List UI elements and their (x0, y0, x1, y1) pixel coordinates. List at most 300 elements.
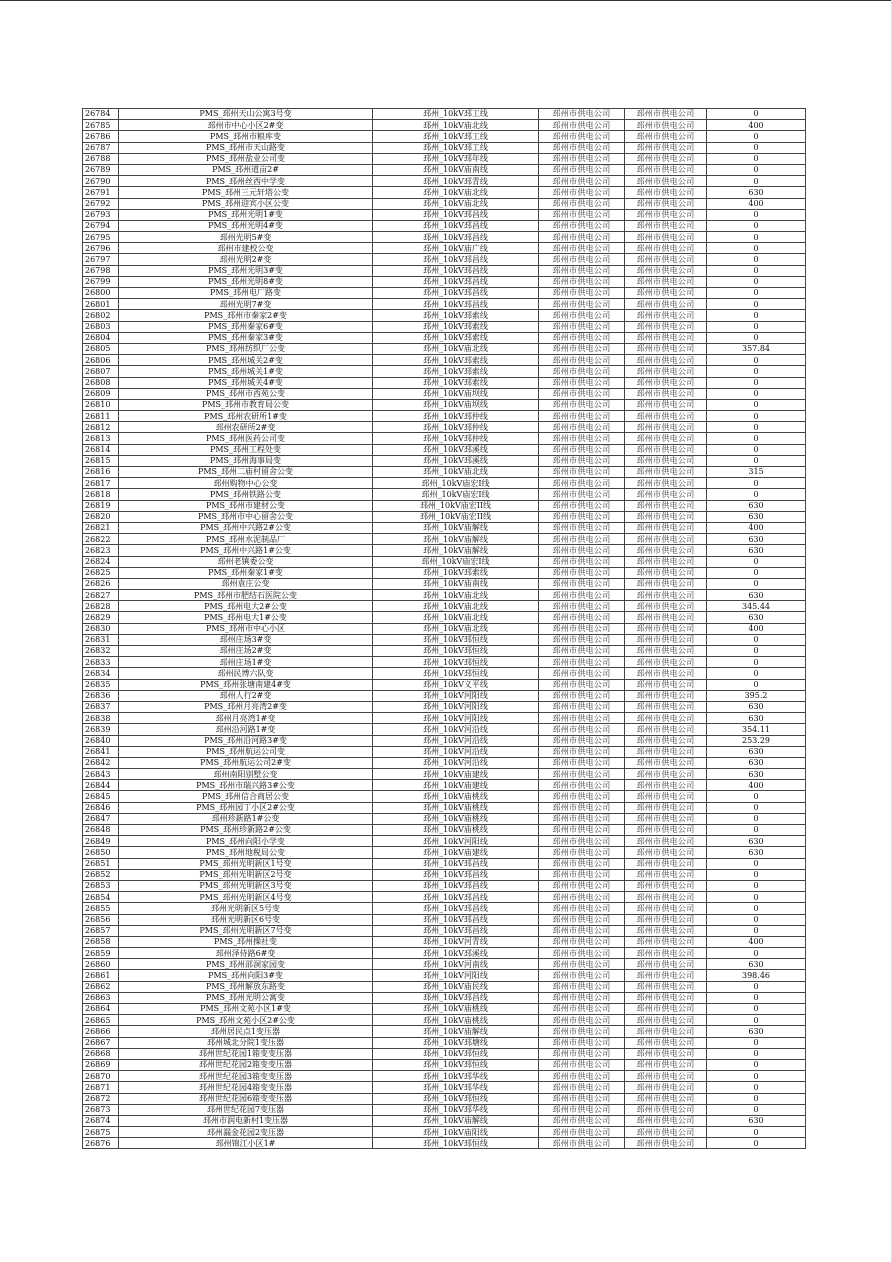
table-row (83, 545, 806, 556)
company-b: 邳州市供电公司 (625, 970, 707, 981)
substation-name: PMS_邳州市秦家2#变 (119, 310, 373, 321)
table-row (83, 164, 806, 175)
row-number: 26809 (83, 388, 119, 399)
company-b: 邳州市供电公司 (625, 869, 707, 880)
company-a: 邳州市供电公司 (539, 623, 625, 634)
row-number: 26813 (83, 433, 119, 444)
row-number: 26857 (83, 925, 119, 936)
table-row (83, 220, 806, 231)
capacity-value: 315 (707, 467, 806, 478)
row-number: 26816 (83, 467, 119, 478)
company-a: 邳州市供电公司 (539, 1115, 625, 1126)
company-b: 邳州市供电公司 (625, 1115, 707, 1126)
substation-name: 邳州光明新区5号变 (119, 903, 373, 914)
feeder-line: 邳州_10kV庙阳线 (373, 1127, 539, 1138)
row-number: 26834 (83, 668, 119, 679)
substation-name: 邳州庄场1#变 (119, 657, 373, 668)
company-a: 邳州市供电公司 (539, 892, 625, 903)
company-a: 邳州市供电公司 (539, 880, 625, 891)
company-a: 邳州市供电公司 (539, 131, 625, 142)
company-a: 邳州市供电公司 (539, 1127, 625, 1138)
table-row (83, 489, 806, 500)
company-b: 邳州市供电公司 (625, 388, 707, 399)
company-b: 邳州市供电公司 (625, 164, 707, 175)
row-number: 26840 (83, 735, 119, 746)
capacity-value: 0 (707, 131, 806, 142)
substation-name: PMS_邳州邵洞家园变 (119, 959, 373, 970)
company-b: 邳州市供电公司 (625, 265, 707, 276)
feeder-line: 邳州_10kV庙宏I线 (373, 478, 539, 489)
substation-name: 邳州光明2#变 (119, 254, 373, 265)
row-number: 26837 (83, 701, 119, 712)
company-a: 邳州市供电公司 (539, 858, 625, 869)
row-number: 26799 (83, 276, 119, 287)
row-number: 26794 (83, 220, 119, 231)
top-rule (0, 0, 892, 1)
substation-name: PMS_邳州三元轩塔公变 (119, 187, 373, 198)
row-number: 26839 (83, 724, 119, 735)
feeder-line: 邳州_10kV邳昌线 (373, 232, 539, 243)
capacity-value: 0 (707, 869, 806, 880)
feeder-line: 邳州_10kV邳索线 (373, 321, 539, 332)
capacity-value: 0 (707, 164, 806, 175)
substation-name: PMS_邳州解放东路变 (119, 981, 373, 992)
row-number: 26854 (83, 892, 119, 903)
company-b: 邳州市供电公司 (625, 366, 707, 377)
substation-name: PMS_邳州秦家3#变 (119, 332, 373, 343)
row-number: 26859 (83, 948, 119, 959)
company-b: 邳州市供电公司 (625, 791, 707, 802)
feeder-line: 邳州_10kV庙宏I线 (373, 556, 539, 567)
row-number: 26835 (83, 679, 119, 690)
company-a: 邳州市供电公司 (539, 388, 625, 399)
table-row (83, 970, 806, 981)
capacity-value: 0 (707, 556, 806, 567)
feeder-line: 邳州_10kV河阳线 (373, 836, 539, 847)
substation-name: PMS_邳州光明4#变 (119, 220, 373, 231)
company-a: 邳州市供电公司 (539, 936, 625, 947)
company-a: 邳州市供电公司 (539, 534, 625, 545)
row-number: 26797 (83, 254, 119, 265)
capacity-value: 0 (707, 209, 806, 220)
company-b: 邳州市供电公司 (625, 232, 707, 243)
feeder-line: 邳州_10kV河沿线 (373, 724, 539, 735)
feeder-line: 邳州_10kV庙坝线 (373, 399, 539, 410)
company-a: 邳州市供电公司 (539, 612, 625, 623)
row-number: 26860 (83, 959, 119, 970)
company-b: 邳州市供电公司 (625, 858, 707, 869)
capacity-value: 0 (707, 478, 806, 489)
feeder-line: 邳州_10kV邳恒线 (373, 634, 539, 645)
company-a: 邳州市供电公司 (539, 1138, 625, 1149)
table-row (83, 601, 806, 612)
row-number: 26842 (83, 757, 119, 768)
row-number: 26863 (83, 992, 119, 1003)
company-b: 邳州市供电公司 (625, 936, 707, 947)
capacity-value: 630 (707, 500, 806, 511)
row-number: 26815 (83, 455, 119, 466)
capacity-value: 630 (707, 612, 806, 623)
capacity-value: 0 (707, 858, 806, 869)
row-number: 26853 (83, 880, 119, 891)
company-b: 邳州市供电公司 (625, 612, 707, 623)
company-b: 邳州市供电公司 (625, 1082, 707, 1093)
capacity-value: 630 (707, 187, 806, 198)
table-row (83, 399, 806, 410)
company-a: 邳州市供电公司 (539, 276, 625, 287)
company-b: 邳州市供电公司 (625, 903, 707, 914)
company-a: 邳州市供电公司 (539, 1004, 625, 1015)
company-b: 邳州市供电公司 (625, 992, 707, 1003)
company-a: 邳州市供电公司 (539, 142, 625, 153)
feeder-line: 邳州_10kV庙南线 (373, 578, 539, 589)
row-number: 26804 (83, 332, 119, 343)
substation-name: 邳州城北分院1变压器 (119, 1037, 373, 1048)
row-number: 26791 (83, 187, 119, 198)
capacity-value: 0 (707, 567, 806, 578)
row-number: 26849 (83, 836, 119, 847)
row-number: 26806 (83, 355, 119, 366)
capacity-value: 0 (707, 1004, 806, 1015)
table-row (83, 288, 806, 299)
company-a: 邳州市供电公司 (539, 981, 625, 992)
company-b: 邳州市供电公司 (625, 243, 707, 254)
feeder-line: 邳州_10kV邳昌线 (373, 880, 539, 891)
row-number: 26856 (83, 914, 119, 925)
row-number: 26822 (83, 534, 119, 545)
substation-name: PMS_邳州铁路公变 (119, 489, 373, 500)
company-b: 邳州市供电公司 (625, 522, 707, 533)
company-b: 邳州市供电公司 (625, 724, 707, 735)
feeder-line: 邳州_10kV庙建线 (373, 780, 539, 791)
company-b: 邳州市供电公司 (625, 500, 707, 511)
company-a: 邳州市供电公司 (539, 444, 625, 455)
feeder-line: 邳州_10kV邳恒线 (373, 1138, 539, 1149)
substation-name: PMS_邳州张塘南建4#变 (119, 679, 373, 690)
capacity-value: 630 (707, 746, 806, 757)
feeder-line: 邳州_10kV邳昌线 (373, 276, 539, 287)
company-b: 邳州市供电公司 (625, 187, 707, 198)
company-a: 邳州市供电公司 (539, 1037, 625, 1048)
row-number: 26862 (83, 981, 119, 992)
row-number: 26796 (83, 243, 119, 254)
capacity-value: 0 (707, 220, 806, 231)
company-b: 邳州市供电公司 (625, 109, 707, 120)
feeder-line: 邳州_10kV河南线 (373, 959, 539, 970)
company-b: 邳州市供电公司 (625, 299, 707, 310)
capacity-value: 0 (707, 176, 806, 187)
feeder-line: 邳州_10kV邳索线 (373, 332, 539, 343)
row-number: 26866 (83, 1026, 119, 1037)
substation-name: PMS_邳州市粮库变 (119, 131, 373, 142)
table-row (83, 735, 806, 746)
company-a: 邳州市供电公司 (539, 478, 625, 489)
capacity-value: 400 (707, 198, 806, 209)
company-b: 邳州市供电公司 (625, 433, 707, 444)
capacity-value: 0 (707, 813, 806, 824)
table-row (83, 321, 806, 332)
capacity-value: 630 (707, 959, 806, 970)
table-row (83, 657, 806, 668)
capacity-value: 0 (707, 914, 806, 925)
capacity-value: 0 (707, 265, 806, 276)
substation-name: PMS_邳州工程处变 (119, 444, 373, 455)
row-number: 26811 (83, 411, 119, 422)
substation-name: PMS_邳州市瑞兴路3#公变 (119, 780, 373, 791)
company-a: 邳州市供电公司 (539, 545, 625, 556)
capacity-value: 0 (707, 355, 806, 366)
substation-name: PMS_邳州纺织厂公变 (119, 343, 373, 354)
table-row (83, 757, 806, 768)
capacity-value: 0 (707, 288, 806, 299)
table-row (83, 981, 806, 992)
capacity-value: 0 (707, 1048, 806, 1059)
feeder-line: 邳州_10kV庙宏II线 (373, 500, 539, 511)
substation-name: 邳州市建校公变 (119, 243, 373, 254)
substation-name: PMS_邳州光明公寓变 (119, 992, 373, 1003)
feeder-line: 邳州_10kV邳工线 (373, 109, 539, 120)
capacity-value: 0 (707, 444, 806, 455)
capacity-value: 0 (707, 825, 806, 836)
company-b: 邳州市供电公司 (625, 802, 707, 813)
company-b: 邳州市供电公司 (625, 1037, 707, 1048)
company-b: 邳州市供电公司 (625, 679, 707, 690)
company-b: 邳州市供电公司 (625, 735, 707, 746)
row-number: 26787 (83, 142, 119, 153)
row-number: 26843 (83, 769, 119, 780)
substation-name: PMS_邳州秦家6#变 (119, 321, 373, 332)
feeder-line: 邳州_10kV邳昌线 (373, 254, 539, 265)
company-a: 邳州市供电公司 (539, 802, 625, 813)
row-number: 26801 (83, 299, 119, 310)
capacity-value: 0 (707, 981, 806, 992)
substation-name: 邳州南阳别墅公变 (119, 769, 373, 780)
table-row (83, 366, 806, 377)
table-row (83, 567, 806, 578)
company-a: 邳州市供电公司 (539, 1059, 625, 1070)
capacity-value: 253.29 (707, 735, 806, 746)
company-b: 邳州市供电公司 (625, 1093, 707, 1104)
substation-name: PMS_邳州水泥制品厂 (119, 534, 373, 545)
table-row (83, 1059, 806, 1070)
capacity-value: 400 (707, 936, 806, 947)
table-row (83, 802, 806, 813)
feeder-line: 邳州_10kV邳昌线 (373, 265, 539, 276)
capacity-value: 630 (707, 847, 806, 858)
company-a: 邳州市供电公司 (539, 578, 625, 589)
capacity-value: 0 (707, 1071, 806, 1082)
company-a: 邳州市供电公司 (539, 343, 625, 354)
row-number: 26817 (83, 478, 119, 489)
feeder-line: 邳州_10kV邳昌线 (373, 903, 539, 914)
capacity-value: 0 (707, 276, 806, 287)
capacity-value: 630 (707, 534, 806, 545)
company-a: 邳州市供电公司 (539, 646, 625, 657)
feeder-line: 邳州_10kV邳索线 (373, 567, 539, 578)
substation-name: PMS_邳州月亮湾2#变 (119, 701, 373, 712)
substation-name: PMS_邳州沿河路3#变 (119, 735, 373, 746)
substation-name: PMS_邳州光明新区4号变 (119, 892, 373, 903)
feeder-line: 邳州_10kV河沿线 (373, 757, 539, 768)
row-number: 26870 (83, 1071, 119, 1082)
company-a: 邳州市供电公司 (539, 1071, 625, 1082)
substation-name: PMS_邳州市建材公变 (119, 500, 373, 511)
company-a: 邳州市供电公司 (539, 489, 625, 500)
capacity-value: 630 (707, 701, 806, 712)
capacity-value: 0 (707, 399, 806, 410)
capacity-value: 0 (707, 142, 806, 153)
company-b: 邳州市供电公司 (625, 914, 707, 925)
company-a: 邳州市供电公司 (539, 422, 625, 433)
company-b: 邳州市供电公司 (625, 668, 707, 679)
table-row (83, 131, 806, 142)
substation-name: PMS_邳州二庙村留舍公变 (119, 467, 373, 478)
company-a: 邳州市供电公司 (539, 522, 625, 533)
feeder-line: 邳州_10kV庙北线 (373, 623, 539, 634)
substation-name: 邳州居民点1变压器 (119, 1026, 373, 1037)
substation-name: PMS_邳州地税局公变 (119, 847, 373, 858)
table-row (83, 198, 806, 209)
substation-name: PMS_邳州向阳小学变 (119, 836, 373, 847)
substation-name: PMS_邳州信合商居公变 (119, 791, 373, 802)
capacity-value: 400 (707, 780, 806, 791)
substation-name: 邳州世纪花园3箱变变压器 (119, 1071, 373, 1082)
company-a: 邳州市供电公司 (539, 668, 625, 679)
table-row (83, 959, 806, 970)
row-number: 26865 (83, 1015, 119, 1026)
company-b: 邳州市供电公司 (625, 411, 707, 422)
substation-name: PMS_邳州市中心小区 (119, 623, 373, 634)
company-b: 邳州市供电公司 (625, 1059, 707, 1070)
row-number: 26798 (83, 265, 119, 276)
company-a: 邳州市供电公司 (539, 757, 625, 768)
substation-name: 邳州光明新区6号变 (119, 914, 373, 925)
company-a: 邳州市供电公司 (539, 690, 625, 701)
table-row (83, 209, 806, 220)
row-number: 26829 (83, 612, 119, 623)
table-row (83, 411, 806, 422)
capacity-value: 400 (707, 522, 806, 533)
row-number: 26805 (83, 343, 119, 354)
company-b: 邳州市供电公司 (625, 1004, 707, 1015)
substation-name: 邳州世纪花园4箱变变压器 (119, 1082, 373, 1093)
company-b: 邳州市供电公司 (625, 321, 707, 332)
capacity-value: 395.2 (707, 690, 806, 701)
company-a: 邳州市供电公司 (539, 355, 625, 366)
row-number: 26830 (83, 623, 119, 634)
company-a: 邳州市供电公司 (539, 780, 625, 791)
company-b: 邳州市供电公司 (625, 534, 707, 545)
table-row (83, 522, 806, 533)
table-row (83, 534, 806, 545)
feeder-line: 邳州_10kV庙北线 (373, 198, 539, 209)
table-row (83, 243, 806, 254)
table-row (83, 109, 806, 120)
substation-name: PMS_邳州光明新区3号变 (119, 880, 373, 891)
substation-name: 邳州老镇委公变 (119, 556, 373, 567)
company-b: 邳州市供电公司 (625, 332, 707, 343)
company-b: 邳州市供电公司 (625, 556, 707, 567)
company-b: 邳州市供电公司 (625, 1104, 707, 1115)
feeder-line: 邳州_10kV邳恒线 (373, 1059, 539, 1070)
table-row (83, 265, 806, 276)
row-number: 26871 (83, 1082, 119, 1093)
company-a: 邳州市供电公司 (539, 243, 625, 254)
feeder-line: 邳州_10kV邳恒线 (373, 1093, 539, 1104)
capacity-value: 0 (707, 1138, 806, 1149)
feeder-line: 邳州_10kV邳工线 (373, 142, 539, 153)
row-number: 26848 (83, 825, 119, 836)
feeder-line: 邳州_10kV庙解线 (373, 545, 539, 556)
company-b: 邳州市供电公司 (625, 567, 707, 578)
feeder-line: 邳州_10kV邳恒线 (373, 1048, 539, 1059)
substation-name: PMS_邳州园丁小区2#公变 (119, 802, 373, 813)
table-row (83, 825, 806, 836)
capacity-value: 0 (707, 657, 806, 668)
company-a: 邳州市供电公司 (539, 399, 625, 410)
capacity-value: 0 (707, 232, 806, 243)
table-row (83, 343, 806, 354)
company-b: 邳州市供电公司 (625, 131, 707, 142)
capacity-value: 0 (707, 992, 806, 1003)
capacity-value: 354.11 (707, 724, 806, 735)
feeder-line: 邳州_10kV庙南线 (373, 164, 539, 175)
row-number: 26828 (83, 601, 119, 612)
company-a: 邳州市供电公司 (539, 713, 625, 724)
company-a: 邳州市供电公司 (539, 836, 625, 847)
substation-table (82, 108, 806, 1149)
table-row (83, 578, 806, 589)
feeder-line: 邳州_10kV庙北线 (373, 601, 539, 612)
substation-name: PMS_邳州光明8#变 (119, 276, 373, 287)
company-b: 邳州市供电公司 (625, 209, 707, 220)
feeder-line: 邳州_10kV邳索线 (373, 310, 539, 321)
row-number: 26802 (83, 310, 119, 321)
feeder-line: 邳州_10kV庙建线 (373, 847, 539, 858)
company-b: 邳州市供电公司 (625, 769, 707, 780)
capacity-value: 400 (707, 623, 806, 634)
company-b: 邳州市供电公司 (625, 455, 707, 466)
table-row (83, 467, 806, 478)
company-b: 邳州市供电公司 (625, 355, 707, 366)
row-number: 26812 (83, 422, 119, 433)
row-number: 26875 (83, 1127, 119, 1138)
substation-name: 邳州袁庄公变 (119, 578, 373, 589)
table-row (83, 769, 806, 780)
table-row (83, 646, 806, 657)
table-row (83, 590, 806, 601)
row-number: 26874 (83, 1115, 119, 1126)
table-row (83, 310, 806, 321)
capacity-value: 0 (707, 646, 806, 657)
feeder-line: 邳州_10kV邳溪线 (373, 455, 539, 466)
capacity-value: 0 (707, 153, 806, 164)
substation-name: PMS_邳州航运公司2#变 (119, 757, 373, 768)
row-number: 26864 (83, 1004, 119, 1015)
table-row (83, 791, 806, 802)
table-row (83, 176, 806, 187)
feeder-line: 邳州_10kV庙北线 (373, 612, 539, 623)
row-number: 26807 (83, 366, 119, 377)
feeder-line: 邳州_10kV邳溪线 (373, 444, 539, 455)
company-b: 邳州市供电公司 (625, 377, 707, 388)
company-b: 邳州市供电公司 (625, 1026, 707, 1037)
table-row (83, 1037, 806, 1048)
table-row (83, 936, 806, 947)
table-row (83, 556, 806, 567)
company-a: 邳州市供电公司 (539, 970, 625, 981)
feeder-line: 邳州_10kV邳昌线 (373, 299, 539, 310)
